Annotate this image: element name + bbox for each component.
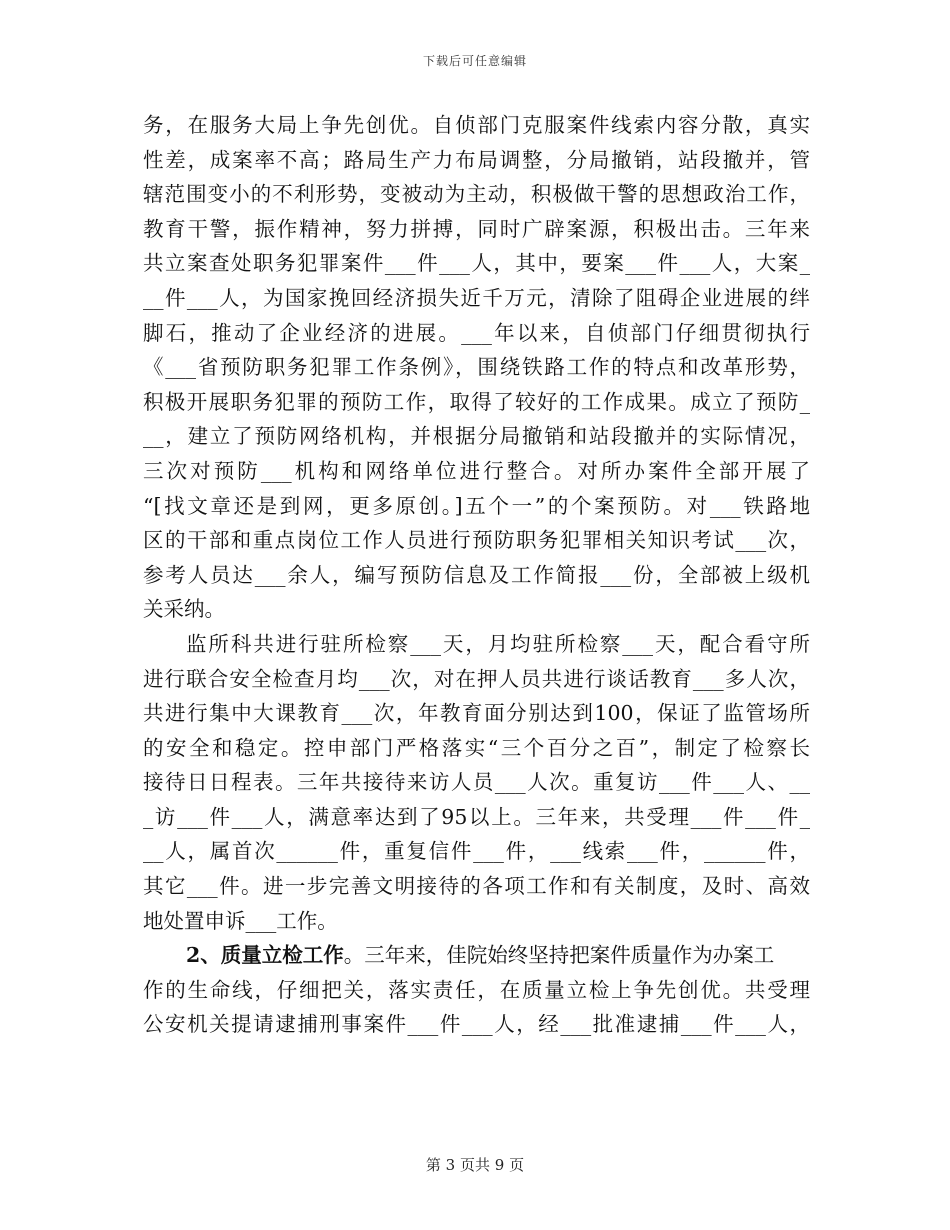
text-line: 参考人员达___余人，编写预防信息及工作简报___份，全部被上级机	[143, 562, 810, 587]
text-line: 其它___件。进一步完善文明接待的各项工作和有关制度，及时、高效	[143, 874, 810, 899]
text-line: 教育干警，振作精神，努力拼搏，同时广辟案源，积极出击。三年来	[143, 216, 810, 241]
text-line: 脚石，推动了企业经济的进展。___年以来，自侦部门仔细贯彻执行	[143, 320, 810, 345]
text-line: 接待日日程表。三年共接待来访人员___人次。重复访___件___人、__	[143, 770, 810, 795]
section-heading-text: 。三年来，佳院始终坚持把案件质量作为办案工	[343, 943, 775, 968]
document-body	[143, 108, 810, 1077]
text-line: 区的干部和重点岗位工作人员进行预防职务犯罪相关知识考试___次，	[143, 528, 810, 553]
text-line: 地处置申诉___工作。	[143, 908, 338, 933]
text-line: __件___人，为国家挽回经济损失近千万元，清除了阻碍企业进展的绊	[143, 285, 810, 310]
text-line: 《___省预防职务犯罪工作条例》，围绕铁路工作的特点和改革形势，	[143, 355, 810, 380]
text-line: 监所科共进行驻所检察___天，月均驻所检察___天，配合看守所	[186, 631, 810, 656]
text-line: 务，在服务大局上争先创优。自侦部门克服案件线索内容分散，真实	[143, 113, 810, 137]
section-heading: 2、质量立检工作	[186, 943, 344, 968]
section-heading-line	[143, 938, 810, 973]
text-line: 辖范围变小的不利形势，变被动为主动，积极做干警的思想政治工作，	[143, 182, 810, 207]
text-line: 积极开展职务犯罪的预防工作，取得了较好的工作成果。成立了预防_	[143, 389, 810, 414]
text-line: __人，属首次______件，重复信件___件，___线索___件，______件，	[143, 839, 810, 864]
text-line: “[找文章还是到网，更多原创。]五个一”的个案预防。对___铁路地	[143, 493, 810, 518]
text-line: 三次对预防___机构和网络单位进行整合。对所办案件全部开展了	[143, 458, 810, 483]
text-line: 性差，成案率不高；路局生产力布局调整，分局撤销，站段撤并，管	[143, 147, 810, 172]
text-line: 关采纳。	[143, 597, 225, 622]
text-line: 共立案查处职务犯罪案件___件___人，其中，要案___件___人，大案_	[143, 251, 810, 276]
text-line: 的安全和稳定。控申部门严格落实“三个百分之百”，制定了检察长	[143, 735, 810, 760]
text-line: 共进行集中大课教育___次，年教育面分别达到100，保证了监管场所	[143, 701, 810, 726]
text-line: 作的生命线，仔细把关，落实责任，在质量立检上争先创优。共受理	[143, 977, 810, 1002]
text-line	[143, 1042, 810, 1077]
text-line: 公安机关提请逮捕刑事案件___件___人，经___批准逮捕___件___人，	[143, 1012, 810, 1037]
text-line: _访___件___人，满意率达到了95以上。三年来，共受理___件___件_	[143, 804, 810, 829]
page-header: 下载后可任意编辑	[422, 54, 527, 68]
page-number: 第 3 页共 9 页	[425, 1156, 525, 1174]
text-line: 进行联合安全检查月均___次，对在押人员共进行谈话教育___多人次，	[143, 666, 810, 691]
text-line: __，建立了预防网络机构，并根据分局撤销和站段撤并的实际情况，	[143, 424, 810, 449]
